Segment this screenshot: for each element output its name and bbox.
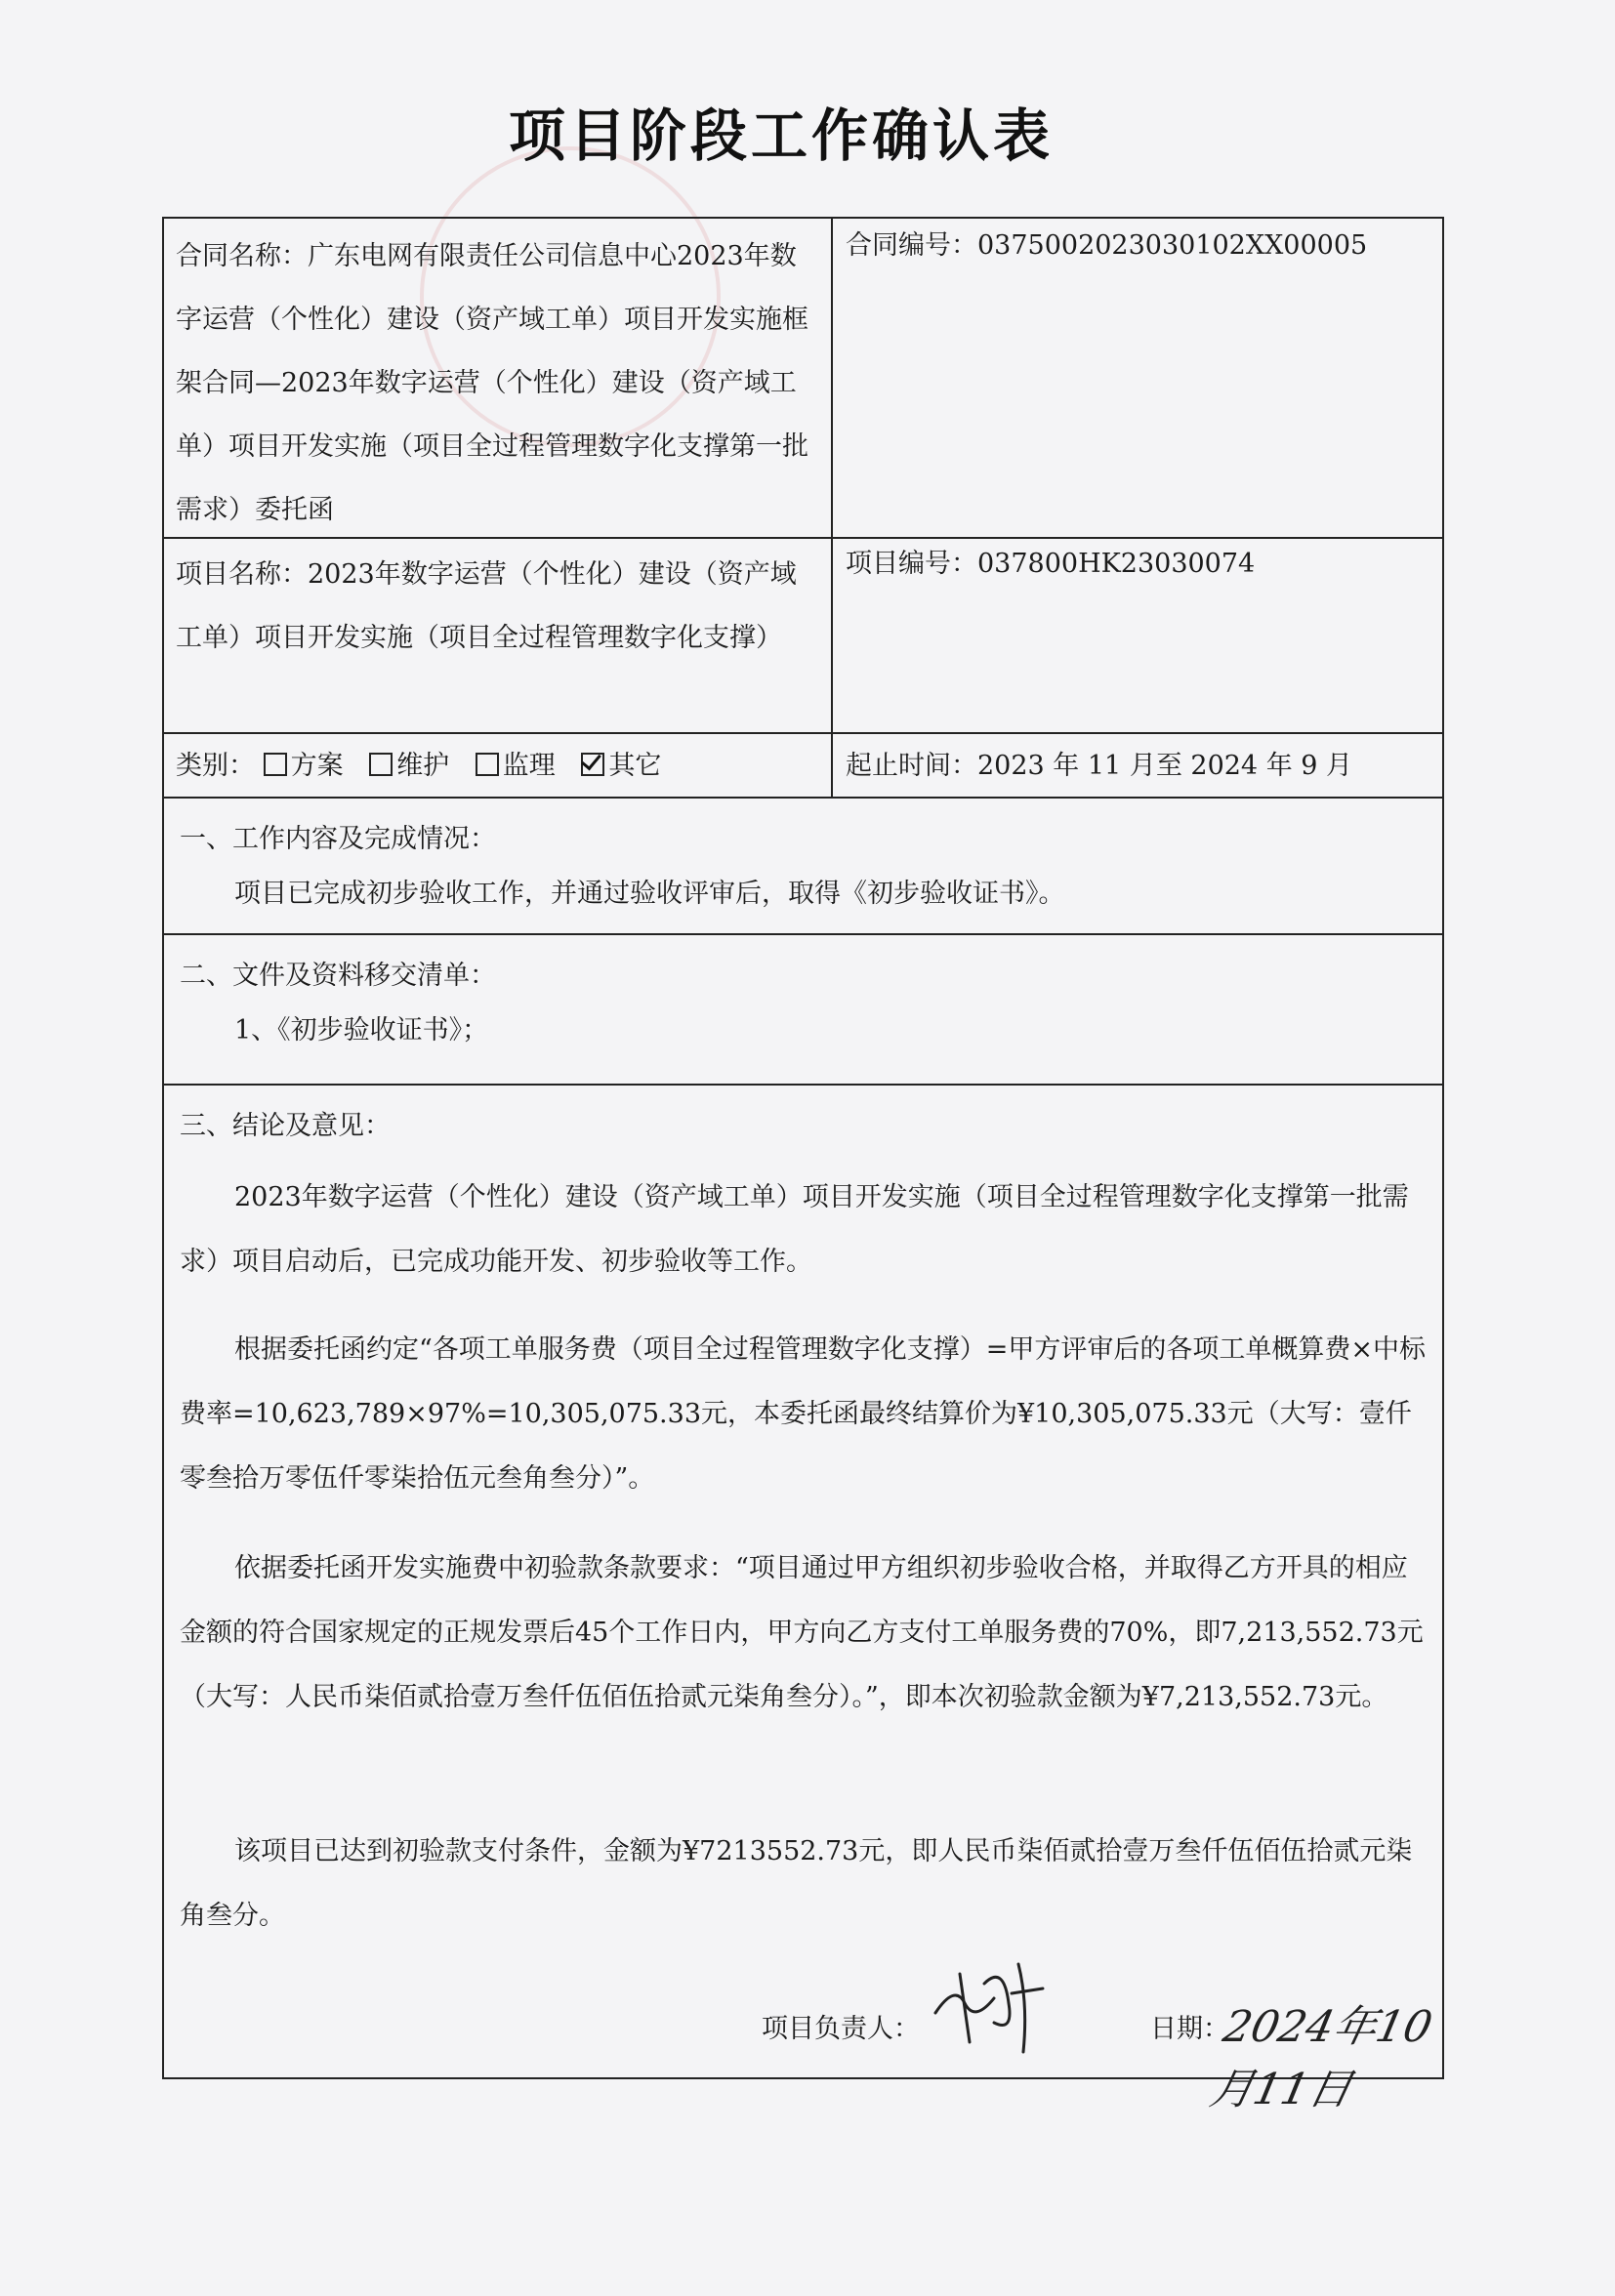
conclusion-paragraph-2: 根据委托函约定“各项工单服务费（项目全过程管理数字化支撑）=甲方评审后的各项工单概算费×中标费率=10,623,789×97%=10,305,075.33元，本委托函最终结算价为¥10,305,075.33元（大写：壹仟零叁拾万零伍仟零柒拾伍元叁角叁分）”。: [180, 1334, 1427, 1494]
category-option-plan[interactable]: 方案: [264, 751, 344, 781]
project-number-value: 037800HK23030074: [977, 549, 1256, 579]
confirmation-form: [162, 217, 1444, 2114]
category-option-supervision[interactable]: 监理: [476, 751, 556, 781]
conclusion-paragraph-1: 2023年数字运营（个性化）建设（资产域工单）项目开发实施（项目全过程管理数字化支撑第一批需求）项目启动后，已完成功能开发、初步验收等工作。: [180, 1182, 1409, 1277]
section-work-content: [164, 797, 1442, 933]
checkbox-maintenance[interactable]: [369, 753, 393, 776]
section-conclusion: [164, 1084, 1442, 2114]
checkbox-supervision[interactable]: [476, 753, 499, 776]
date-label: 日期：: [1150, 2014, 1229, 2044]
category-cell: [176, 734, 820, 798]
project-name-label: 项目名称：: [176, 559, 308, 590]
conclusion-paragraph-3: 依据委托函开发实施费中初验款条款要求：“项目通过甲方组织初步验收合格，并取得乙方开具的相应金额的符合国家规定的正规发票后45个工作日内，甲方向乙方支付工单服务费的70%，即7,213,552.73元（大写：人民币柒佰贰拾壹万叁仟伍佰伍拾贰元柒角叁分）。”，即本次初验款金额为¥7,213,552.73元。: [180, 1553, 1424, 1712]
project-name-value: 2023年数字运营（个性化）建设（资产域工单）项目开发实施（项目全过程管理数字化支撑）: [176, 559, 797, 653]
section1-heading: 一、工作内容及完成情况：: [180, 824, 496, 854]
section2-item: 1、《初步验收证书》；: [234, 1015, 489, 1046]
period-label: 起止时间：: [846, 751, 977, 781]
project-name-cell: [176, 543, 820, 670]
project-row: [164, 537, 1442, 732]
period-value: 2023 年 11 月至 2024 年 9 月: [977, 751, 1353, 781]
contract-number-label: 合同编号：: [846, 230, 977, 261]
conclusion-paragraph-4: 该项目已达到初验款支付条件，金额为¥7213552.73元，即人民币柒佰贰拾壹万叁仟伍佰伍拾贰元柒角叁分。: [180, 1836, 1413, 1931]
checkbox-plan[interactable]: [264, 753, 287, 776]
category-option-other[interactable]: 其它: [581, 751, 661, 781]
category-option-maintenance[interactable]: 维护: [369, 751, 449, 781]
section2-heading: 二、文件及资料移交清单：: [180, 961, 496, 991]
period-cell: [846, 734, 1431, 798]
project-number-label: 项目编号：: [846, 549, 977, 579]
signature-date: 2024年10月11日: [1205, 2002, 1437, 2114]
checkbox-other[interactable]: [581, 753, 604, 776]
contract-row: [164, 219, 1442, 537]
contract-number-cell: [846, 225, 1431, 267]
manager-signature: [926, 1945, 1053, 2062]
contract-number-value: 0375002023030102XX00005: [977, 230, 1368, 261]
document-title: 项目阶段工作确认表: [508, 102, 1054, 169]
category-label: 类别：: [176, 751, 255, 781]
section3-heading: 三、结论及意见：: [180, 1111, 391, 1141]
category-row: [164, 732, 1442, 797]
manager-label: 项目负责人：: [762, 2014, 920, 2044]
contract-name-label: 合同名称：: [176, 241, 308, 271]
contract-name-cell: [176, 225, 820, 542]
contract-name-value: 广东电网有限责任公司信息中心2023年数字运营（个性化）建设（资产域工单）项目开发实施框架合同—2023年数字运营（个性化）建设（资产域工单）项目开发实施（项目全过程管理数字化支撑第一批需求）委托函: [176, 241, 808, 525]
section-documents: [164, 933, 1442, 1084]
project-number-cell: [846, 543, 1431, 586]
section1-text: 项目已完成初步验收工作，并通过验收评审后，取得《初步验收证书》。: [234, 879, 1065, 909]
